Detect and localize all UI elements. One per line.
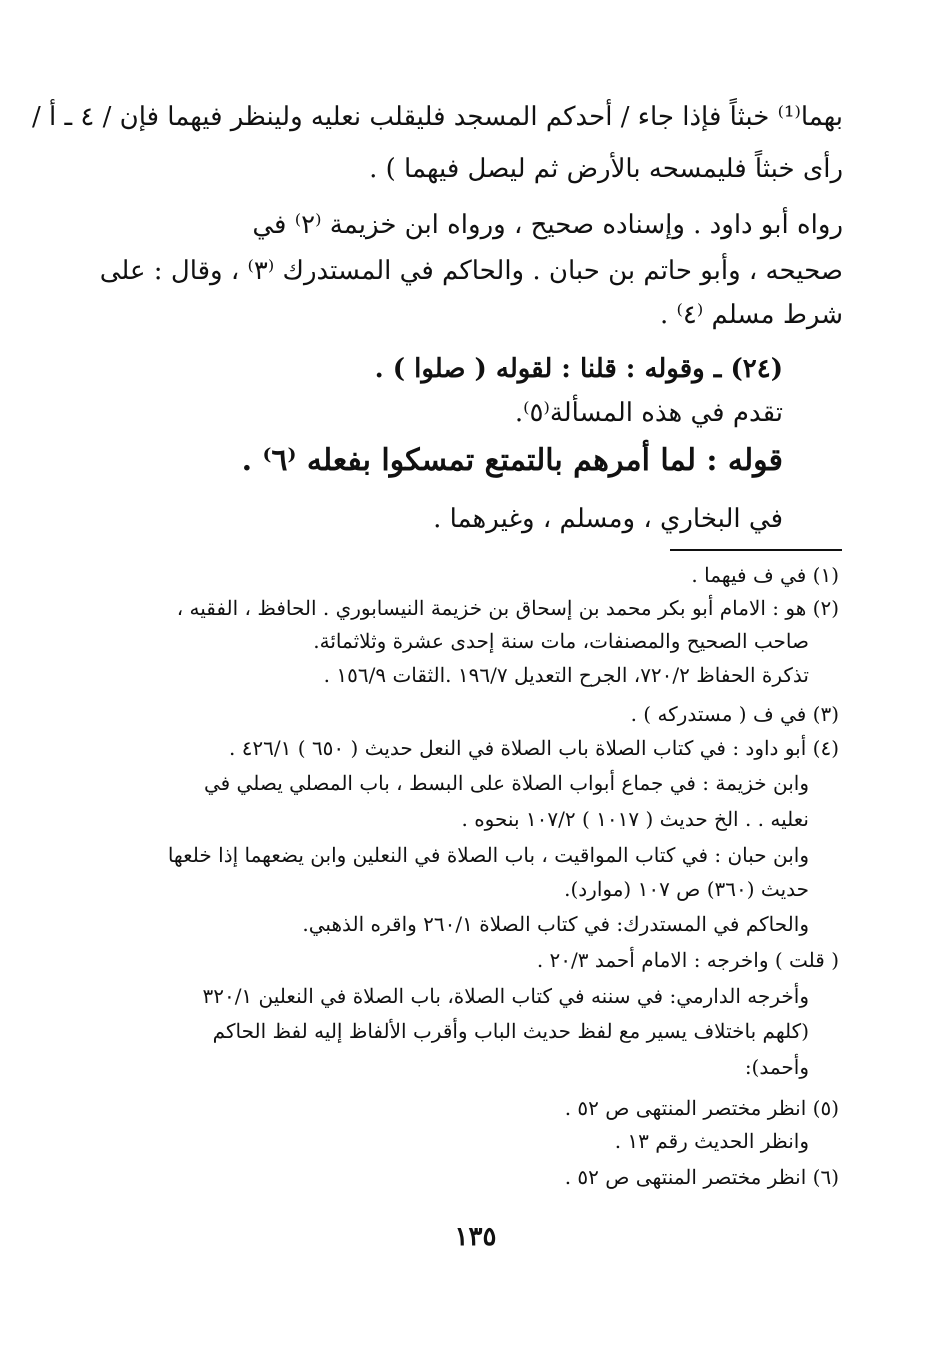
- footnote-2-line-3: تذكرة الحفاظ ٧٢٠/٢، الجرح التعديل ١٩٦/٧ .الثقات ١٥٦/٩ .: [323, 663, 809, 687]
- footnote-4-line-5: حديث (٣٦٠) ص ١٠٧ (موارد).: [564, 877, 809, 901]
- footnote-4-line-10: وأحمد):: [744, 1055, 809, 1079]
- footnote-2-line-2: صاحب الصحيح والمصنفات، مات سنة إحدى عشرة وثلاثمائة.: [313, 629, 809, 653]
- footnote-4-line-6: والحاكم في المستدرك: في كتاب الصلاة ٢٦٠/١ واقره الذهبي.: [302, 912, 809, 936]
- footnote-divider: [670, 549, 842, 551]
- section-24-text: تقدم في هذه المسألة⁽٥⁾.: [514, 398, 783, 428]
- footnote-2-line-1: (٢) هو : الامام أبو بكر محمد بن إسحاق بن خزيمة النيسابوري . الحافظ ، الفقيه ،: [176, 596, 839, 620]
- footnote-4-line-9: (كلهم باختلاف يسير مع لفظ حديث الباب وأقرب الألفاظ إليه لفظ الحاكم: [212, 1019, 809, 1043]
- footnote-4-line-2: وابن خزيمة : في جماع أبواب الصلاة على البسط ، باب المصلي يصلي في: [203, 771, 809, 795]
- body-line-3: رواه أبو داود . وإسناده صحيح ، ورواه ابن خزيمة ⁽٢⁾ في: [252, 210, 843, 240]
- section-24-heading: (٢٤) ـ وقوله : قلنا : لقوله ( صلوا ) .: [374, 354, 783, 384]
- footnote-4-line-4: وابن حبان : في كتاب المواقيت ، باب الصلاة في النعلين وابن يضعهما إذا خلعها: [167, 843, 809, 867]
- body-line-2: رأى خبثاً فليمسحه بالأرض ثم ليصل فيهما ) .: [369, 154, 843, 184]
- footnote-4-line-1: (٤) أبو داود : في كتاب الصلاة باب الصلاة في النعل حديث ( ٦٥٠ ) ٤٢٦/١ .: [228, 736, 839, 760]
- footnote-1: (١) في ف فيهما .: [691, 563, 839, 587]
- body-line-5: شرط مسلم ⁽٤⁾ .: [659, 300, 843, 330]
- footnote-4-line-8: وأخرجه الدارمي: في سننه في كتاب الصلاة، باب الصلاة في النعلين ٣٢٠/١: [202, 984, 809, 1008]
- footnote-4-line-3: نعليه . . الخ حديث ( ١٠١٧ ) ١٠٧/٢ بنحوه .: [461, 807, 809, 831]
- body-line-4: صحيحه ، وأبو حاتم بن حبان . والحاكم في المستدرك ⁽٣⁾ ، وقال : على: [99, 256, 843, 286]
- body-line-1: بهما⁽¹⁾ خبثاً فإذا جاء / أحدكم المسجد فليقلب نعليه ولينظر فيهما فإن / ٤ ـ أ /: [31, 102, 843, 132]
- footnote-6: (٦) انظر مختصر المنتهى ص ٥٢ .: [564, 1165, 839, 1189]
- footnote-4-line-7: ( قلت ) واخرجه : الامام أحمد ٢٠/٣ .: [536, 948, 839, 972]
- footnote-3: (٣) في ف ( مستدركه ) .: [630, 702, 839, 726]
- qawl-text: في البخاري ، ومسلم ، وغيرهما .: [433, 504, 783, 534]
- footnote-5-line-2: وانظر الحديث رقم ١٣ .: [614, 1129, 809, 1153]
- footnote-5-line-1: (٥) انظر مختصر المنتهى ص ٥٢ .: [564, 1096, 839, 1120]
- page-number: ١٣٥: [454, 1222, 497, 1252]
- qawl-heading: قوله : لما أمرهم بالتمتع تمسكوا بفعله ⁽٦⁾ .: [241, 443, 783, 478]
